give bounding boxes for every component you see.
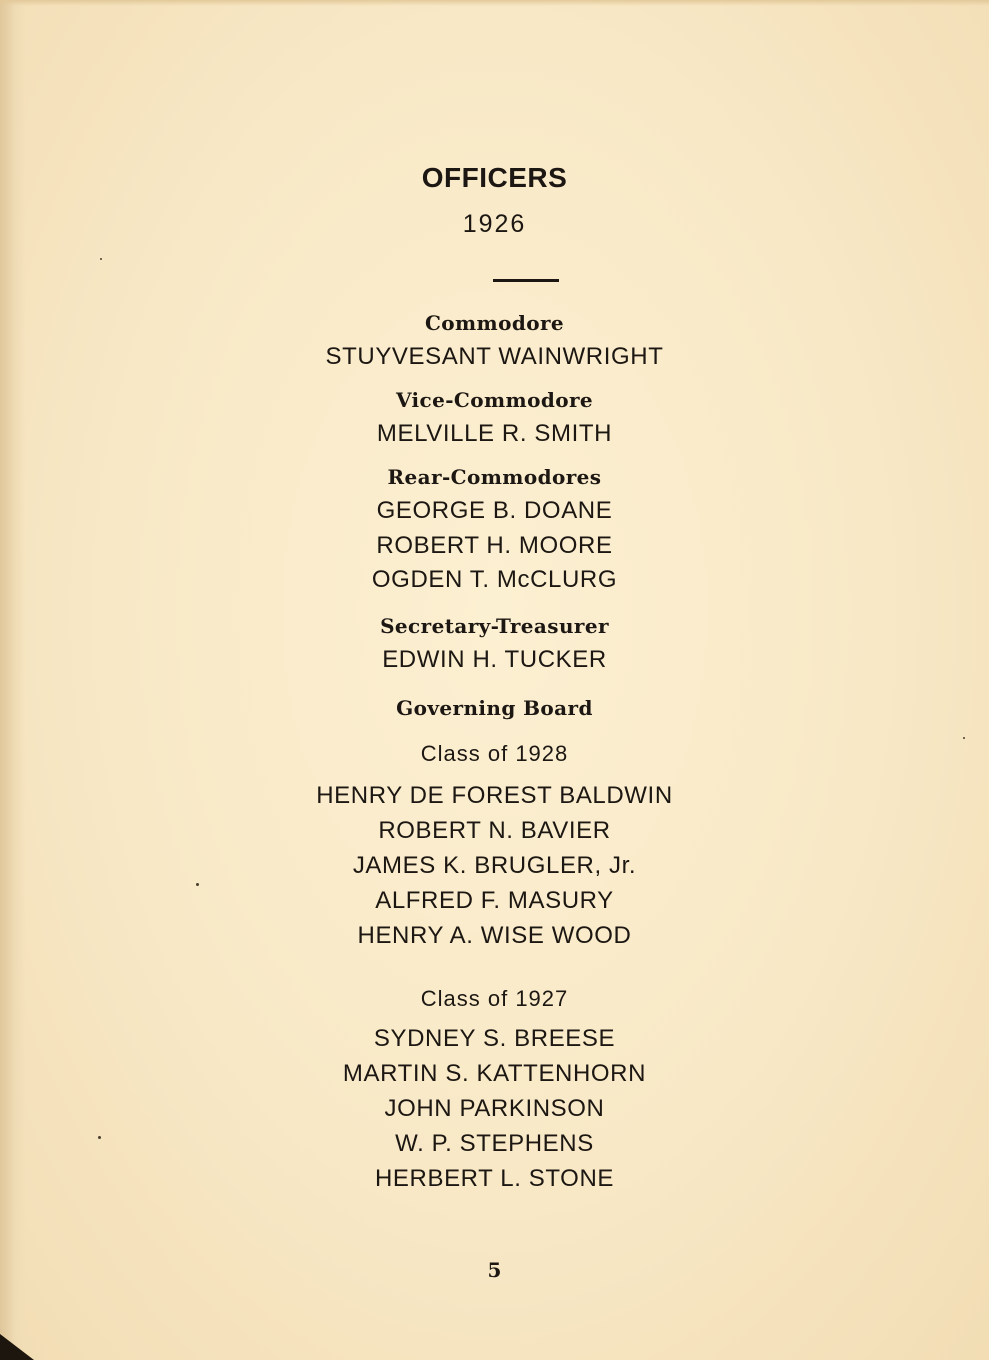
page-number: 5 bbox=[487, 1258, 502, 1282]
board-member-name: W. P. STEPHENS bbox=[395, 1130, 594, 1157]
board-member-name: HENRY A. WISE WOOD bbox=[357, 922, 632, 949]
board-member-name: JOHN PARKINSON bbox=[384, 1095, 605, 1122]
vice-commodore-label: Vice-Commodore bbox=[395, 388, 594, 412]
page-left-edge bbox=[0, 0, 26, 1360]
page-top-edge bbox=[0, 0, 989, 6]
board-member-name: HERBERT L. STONE bbox=[374, 1165, 614, 1192]
title-divider bbox=[493, 279, 559, 282]
secretary-treasurer-name: EDWIN H. TUCKER bbox=[382, 646, 607, 673]
governing-board-label: Governing Board bbox=[396, 696, 593, 720]
class-heading: Class of 1928 bbox=[420, 741, 569, 766]
paper-speck bbox=[963, 737, 965, 739]
rear-commodore-name: GEORGE B. DOANE bbox=[376, 497, 613, 524]
paper-speck bbox=[196, 883, 199, 886]
board-member-name: HENRY DE FOREST BALDWIN bbox=[316, 782, 673, 809]
paper-speck bbox=[100, 258, 102, 260]
board-member-name: JAMES K. BRUGLER, Jr. bbox=[352, 852, 637, 879]
commodore-name: STUYVESANT WAINWRIGHT bbox=[325, 343, 664, 370]
page-corner-shadow bbox=[0, 1334, 34, 1360]
rear-commodore-name: ROBERT H. MOORE bbox=[376, 532, 613, 559]
secretary-treasurer-label: Secretary-Treasurer bbox=[380, 614, 609, 638]
rear-commodores-label: Rear-Commodores bbox=[387, 465, 602, 489]
board-member-name: MARTIN S. KATTENHORN bbox=[342, 1060, 647, 1087]
rear-commodore-name: OGDEN T. McCLURG bbox=[371, 566, 618, 593]
vice-commodore-name: MELVILLE R. SMITH bbox=[376, 420, 613, 447]
class-heading: Class of 1927 bbox=[420, 986, 569, 1011]
year-heading: 1926 bbox=[462, 210, 527, 238]
page-title: OFFICERS bbox=[421, 162, 568, 193]
board-member-name: SYDNEY S. BREESE bbox=[373, 1025, 616, 1052]
commodore-label: Commodore bbox=[424, 311, 565, 335]
board-member-name: ROBERT N. BAVIER bbox=[378, 817, 611, 844]
board-member-name: ALFRED F. MASURY bbox=[375, 887, 614, 914]
